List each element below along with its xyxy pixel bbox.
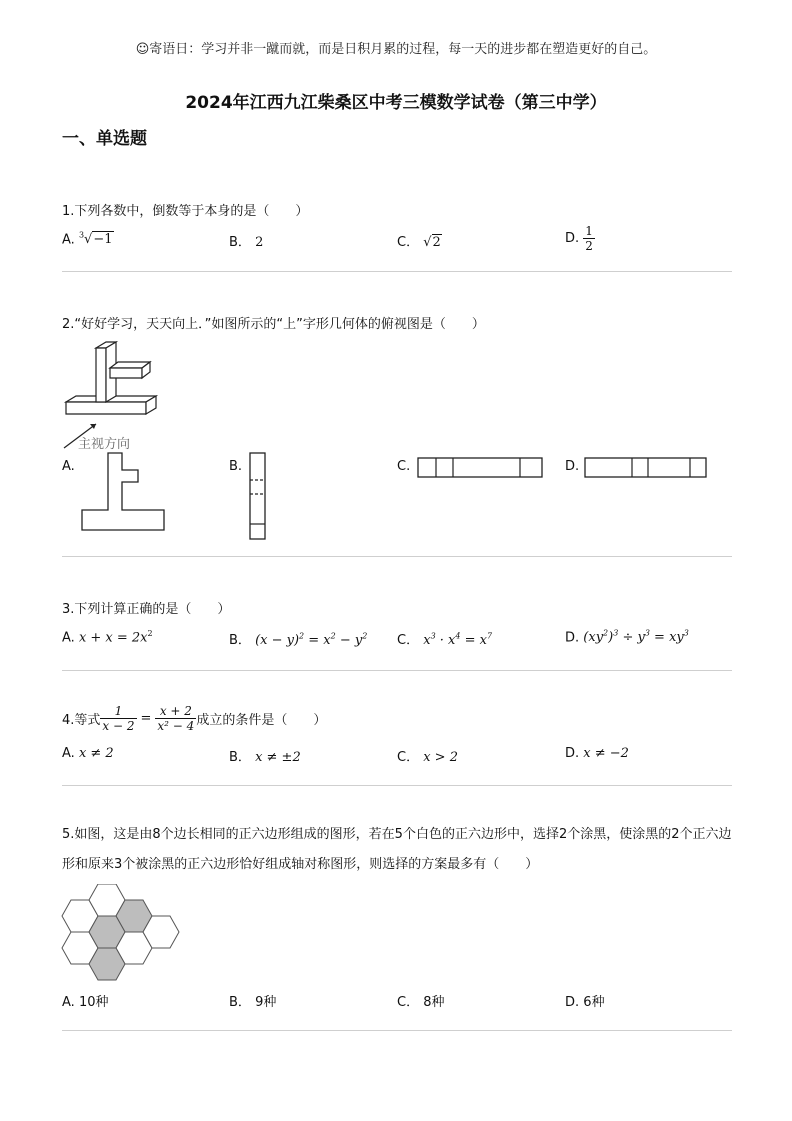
q1-option-d[interactable] [565,224,595,253]
expression: $(x - y)^2 = x^2 - y^2$ [255,631,368,648]
q4-option-a[interactable] [62,746,114,761]
view-direction-label: 主视方向 [78,437,131,452]
q3-option-d[interactable] [565,629,689,645]
option-label: B． [229,995,251,1010]
option-label: A. [62,995,75,1010]
expression: x ≠ −2 [583,746,629,761]
option-label: A. [62,630,75,646]
q1-option-c[interactable] [397,231,442,250]
option-value: 10种 [78,995,109,1010]
q2-option-c-label[interactable]: C. [397,459,411,474]
option-value: 2 [255,235,264,250]
fraction: $\frac{1}{2}$ [585,224,593,253]
expression: $x^3 \cdot x^4 = x^7$ [423,631,493,648]
section-heading: 一、单选题 [62,129,147,149]
option-label: D. [565,231,580,246]
option-label: D. [565,995,580,1010]
cube-root: $^3$√−1 [78,231,113,248]
q5-option-b[interactable] [229,991,276,1010]
option-label: D. [565,630,580,646]
divider [62,556,732,557]
expression: x + x = 2x [78,630,148,646]
option-value: 9种 [255,995,277,1010]
fraction-left: $\frac{1}{x - 2}$ [102,704,135,733]
q3-option-c[interactable] [397,629,492,648]
q1-option-b[interactable] [229,231,263,250]
option-label: C． [397,235,420,250]
question-4-stem: 4.等式 $\frac{1}{x - 2}$ = $\frac{x + 2}{\text{x² − 4}}$ 成立的条件是（ ） [62,704,327,733]
option-label: A. [62,232,75,248]
option-label: C． [397,995,420,1010]
divider [62,670,732,671]
q1-option-a[interactable] [62,231,114,247]
q4-option-b[interactable] [229,746,301,765]
motto-line: ☺寄语日：学习并非一蹴而就，而是日积月累的过程，每一天的进步都在塑造更好的自己。 [135,42,657,57]
q2-option-a-figure[interactable] [80,452,166,532]
question-2-stem: 2.“好好学习，天天向上．”如图所示的“上”字形几何体的俯视图是（ ） [62,317,485,332]
q2-option-c-figure[interactable] [416,456,546,480]
q5-option-c[interactable] [397,991,445,1010]
option-value: 8种 [423,995,445,1010]
expression: $(xy^2)^3 \div y^3 = xy^3$ [583,629,689,646]
square-root: √2 [423,235,441,250]
option-label: A. [62,746,75,761]
expression: x > 2 [423,750,458,765]
question-3-stem: 3.下列计算正确的是（ ） [62,602,231,617]
expression: x ≠ ±2 [255,750,301,765]
option-label: B． [229,235,251,250]
divider [62,1030,732,1031]
divider [62,271,732,272]
option-value: 6种 [583,995,605,1010]
q2-option-a-label[interactable]: A. [62,459,75,474]
q2-option-d-label[interactable]: D. [565,459,580,474]
option-label: D. [565,746,580,761]
q5-option-a[interactable] [62,991,108,1010]
question-1-stem: 1.下列各数中，倒数等于本身的是（ ） [62,204,309,219]
page-title: 2024年江西九江柴桑区中考三模数学试卷（第三中学） [185,93,607,113]
q4-option-d[interactable] [565,746,629,761]
q5-option-d[interactable] [565,991,605,1010]
option-label: B． [229,750,251,765]
hexagon-figure [60,884,190,984]
q3-option-a[interactable]: A. $x + x = 2x^2$ [62,629,153,646]
q2-option-b-figure[interactable] [248,452,268,542]
option-label: B． [229,633,251,648]
q4-option-c[interactable] [397,746,458,765]
option-label: C． [397,633,420,648]
q3-option-b[interactable] [229,629,367,648]
option-label: C． [397,750,420,765]
q2-option-b-label[interactable]: B. [229,459,243,474]
question-5-stem: 5.如图，这是由8个边长相同的正六边形组成的图形，若在5个白色的正六边形中，选择2个涂黑，使涂黑的2个正六边形和原来3个被涂黑的正六边形恰好组成轴对称图形，则选择的方案最多有（ ） [62,827,732,872]
shang-solid-figure [60,338,170,454]
fraction-right: $\frac{x + 2}{\text{x² − 4}}$ [157,704,195,733]
expression: x ≠ 2 [78,746,114,761]
divider [62,785,732,786]
q2-option-d-figure[interactable] [583,456,709,480]
